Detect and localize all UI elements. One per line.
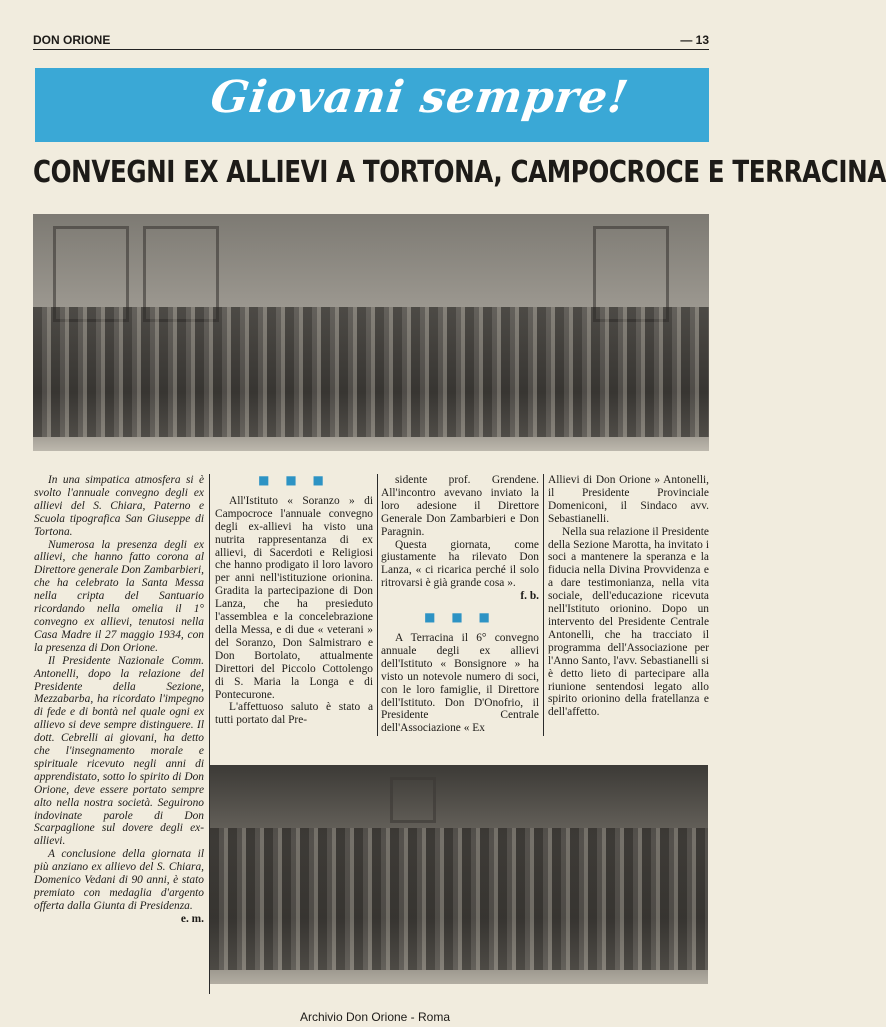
article-headline: CONVEGNI EX ALLIEVI A TORTONA, CAMPOCROCE E TERRACINA (33, 155, 886, 190)
column-2 (215, 474, 373, 727)
column-4 (548, 474, 709, 719)
paragraph: A conclusione della giornata il più anziano ex allievo del S. Chiara, Domenico Vedani di 90 anni, è stato premiato con medaglia d'argento offerta dalla Giunta di Presidenza. (34, 848, 204, 912)
paragraph: All'Istituto « Soranzo » di Campocroce l'annuale convegno degli ex-allievi ha visto una nutrita rappresentanza di ex allievi, di Sacerdoti e Religiosi che hanno prodigato il loro lavoro per anni nell'istituzione orionina. Gradita la partecipazione di Don Lanza, che ha presieduto l'assemblea e la concelebrazione della Messa, e di due « veterani » del Soranzo, Don Salmistraro e Don Bortolato, attualmente Direttori del Piccolo Cottolengo di S. Maria la Longa e di Pontecurone. (215, 494, 373, 701)
section-separator: ■ ■ ■ (424, 610, 496, 625)
column-divider (543, 474, 544, 736)
paragraph: L'affettuoso saluto è stato a tutti portato dal Pre- (215, 701, 373, 727)
paragraph: In una simpatica atmosfera si è svolto l'annuale convegno degli ex allievi del S. Chiara, Paterno e Scuola tipografica San Giuseppe di Tortona. (34, 474, 204, 538)
group-photo-top (33, 214, 709, 451)
section-separator: ■ ■ ■ (258, 473, 330, 487)
paragraph: Nella sua relazione il Presidente della Sezione Marotta, ha invitato i soci a mantenere la speranza e la fiducia nella Divina Provvidenza e a dare testimonianza, nella vita sociale, dell'educazione ricevuta nell'Istituto orionino. Dopo un intervento del Presidente Centrale Antonelli, che ha tracciato il programma dell'Associazione per l'Anno Santo, l'avv. Sebastianelli si è detto lieto di partecipare alla riunione sentendosi legato allo spirito orionino della fratellanza e dell'affetto. (548, 525, 709, 719)
column-divider (377, 474, 378, 736)
banner-title: Giovani sempre! (207, 72, 632, 123)
paragraph: Questa giornata, come giustamente ha rilevato Don Lanza, « ci ricarica perché il solo ritrovarsi è già grande cosa ». (381, 538, 539, 590)
paragraph: Il Presidente Nazionale Comm. Antonelli, dopo la relazione del Presidente della Sezione, Mezzabarba, ha ricordato l'impegno di fede e di bontà nel quale ogni ex allievo si deve sempre distinguere. Il dott. Cebrelli ai giovani, ha detto che l'insegnamento morale e spirituale ricevuto negli anni di apprendistato, sotto lo spirito di Don Orione, deve essere portato sempre alto nella nostra società. Seguirono indovinate parole di Don Scarpaglione sul dovere degli ex-allievi. (34, 654, 204, 848)
archive-footer: Archivio Don Orione - Roma (299, 1010, 451, 1024)
paragraph: Numerosa la presenza degli ex allievi, che hanno fatto corona al Direttore generale Don Zambarbieri, che ha celebrato la Santa Messa nella cripta del Santuario ricordando nella omelia il 1° convegno ex allievi, tenutosi nella Casa Madre il 27 maggio 1934, con la presenza di Don Orione. (34, 538, 204, 654)
title-banner (35, 68, 709, 142)
header-rule (33, 49, 709, 50)
signature: e. m. (180, 912, 204, 925)
magazine-name: DON ORIONE (33, 33, 111, 47)
column-3 (381, 474, 539, 735)
signature: f. b. (520, 590, 539, 603)
paragraph: Allievi di Don Orione » Antonelli, il Presidente Provinciale Domeniconi, il Sindaco avv. Sebastianelli. (548, 474, 709, 525)
group-photo-bottom (210, 765, 708, 984)
page-number: — 13 (680, 33, 709, 47)
column-1 (34, 474, 204, 926)
paragraph: A Terracina il 6° convegno annuale degli ex allievi dell'Istituto « Bonsignore » ha visto un notevole numero di soci, con le loro famiglie, il Direttore dell'Istituto. Don D'Onofrio, il Presidente Centrale dell'Associazione « Ex (381, 631, 539, 735)
paragraph: sidente prof. Grendene. All'incontro avevano inviato la loro adesione il Direttore Generale Don Zambarbieri e Don Paragnin. (381, 474, 539, 538)
